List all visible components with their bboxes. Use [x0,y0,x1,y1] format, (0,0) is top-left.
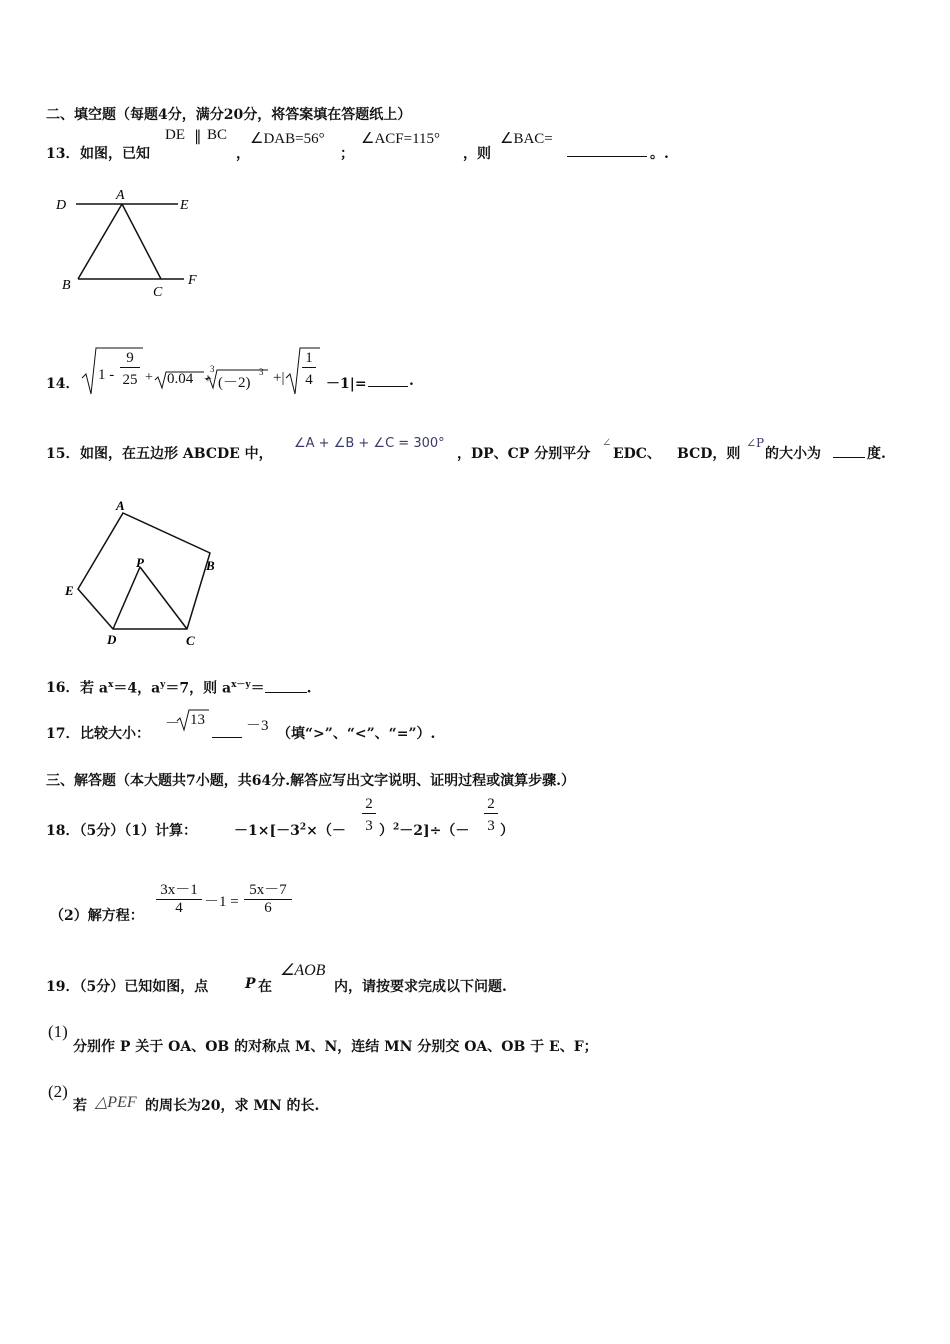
q14-plus-1: + [145,370,153,385]
q17-hint: （填“>”、“<”、“=”）. [277,726,436,742]
q19-sub1-text: 分别作 P 关于 OA、OB 的对称点 M、N，连结 MN 分别交 OA、OB 于 E、F； [73,1039,598,1055]
q18-e4: －2]÷（－ [399,823,470,839]
q15-label-b: B [206,558,215,573]
q14-sqrt-004: 0.04 [167,371,194,387]
q15-angle-p: ∠P [746,436,765,450]
q13-label-c: C [153,285,163,300]
q16-answer-blank[interactable] [265,679,307,693]
q18-e5: ） [500,823,514,839]
q16-exp-x: x [107,680,114,690]
q13-angle-acf: ∠ACF=115° [361,131,441,147]
section-2-header: 二、填空题（每题4分，满分20分，将答案填在答题纸上） [46,107,412,123]
q19-sub2-marker: (2) [48,1082,68,1101]
q13-label-f: F [188,273,197,288]
q18-part2-label: （2）解方程： [50,908,144,924]
q18-left-numerator: 3x－1 [156,878,202,900]
q13-figure [50,182,210,302]
q18-e2: ×（－ [306,823,346,839]
q14-cube-exponent: 3 [259,367,264,377]
q17-answer-blank[interactable] [212,737,242,738]
q13-angle-bac: ∠BAC= [500,131,553,147]
q15-text-1: 如图，在五边形 ABCDE 中， [80,446,273,462]
q18-frac-b-den: 3 [487,818,495,834]
q18-right-numerator: 5x－7 [244,878,292,900]
q18-e3: ） [379,823,393,839]
q15-pentagon-figure [60,495,230,655]
q14-end: . [409,373,414,389]
q17-lead: 比较大小： [80,726,150,742]
q18-e3-exponent: 2 [393,822,400,833]
q15-label-e: E [65,583,74,598]
q18-header: 18．（5分）（1）计算： [46,823,197,839]
q16-number: 16． [46,680,80,696]
q15-label-p: P [136,555,144,570]
q14-answer-blank[interactable] [368,386,408,387]
q15-degree: 度. [867,446,886,462]
q16-t4: ＝ [250,680,265,697]
q15-text-2: ，DP、CP 分别平分 [457,446,591,462]
q19-sub1-marker: (1) [48,1022,68,1041]
q19-in: 在 [258,979,272,995]
q18-frac-a-den: 3 [365,818,373,834]
q17-minus: － [165,716,181,732]
q13-number: 13． [46,146,80,162]
q13-comma: ， [236,146,250,162]
q18-frac-a-num: 2 [362,796,376,814]
q13-then: ，则 [463,146,491,162]
q14-frac-den-4: 4 [305,372,313,388]
q14-number: 14． [46,376,80,392]
q15-label-a: A [116,498,125,513]
q15-label-d: D [107,632,117,647]
q15-label-c: C [186,633,195,648]
q13-parallel-symbol: ∥ [194,129,202,145]
q13-de: DE [165,127,185,143]
section-3-header: 三、解答题（本大题共7小题，共64分.解答应写出文字说明、证明过程或演算步骤.） [46,773,575,789]
q13-angle-dab: ∠DAB=56° [250,131,325,147]
q18-frac-b-num: 2 [484,796,498,814]
q18-left-denominator: 4 [175,900,183,916]
q15-angle-symbol: ∠ [602,436,612,449]
q16-t2: ＝4，a [113,680,161,697]
q14-neg-two: (－2) [218,375,251,391]
q13-lead: 如图，已知 [80,146,150,162]
q13-semicolon: ； [340,146,354,162]
q13-label-e: E [180,198,189,213]
q18-right-denominator: 6 [264,900,272,916]
q17-number: 17． [46,726,80,742]
q15-angle-sum: ∠A + ∠B + ∠C = 300° [294,436,445,451]
q19-point-p: P [245,976,256,992]
q16-end: . [306,680,312,697]
q13-bc: BC [207,127,228,143]
q14-frac-num-9: 9 [120,350,140,368]
q13-end: 。. [650,146,669,162]
q17-neg-three: －3 [246,718,269,734]
q14-plus-2: + [204,372,212,387]
q13-label-a: A [116,188,125,203]
q16-expression [80,677,312,698]
q19-sub2-if: 若 [73,1098,87,1114]
q16-exp-y: y [160,680,166,690]
q15-number: 15． [46,446,80,462]
q19-header: 19．（5分）已知如图，点 [46,979,209,995]
q14-one-minus: 1 - [98,367,115,383]
q14-cube-root-index: 3 [210,364,215,374]
q18-minus-one-equals: －1 = [204,894,239,910]
q13-answer-blank[interactable] [567,156,647,157]
q14-frac-den-25: 25 [122,372,138,388]
q13-label-b: B [62,278,71,293]
q16-t3: ＝7，则 a [165,680,232,697]
q16-exp-xy: x－y [231,680,251,690]
q15-text-3: 的大小为 [765,446,821,462]
q19-angle-aob: ∠AOB [280,962,326,979]
q15-bcd: BCD，则 [677,446,741,462]
q14-minus-one: －1|= [326,376,367,392]
q18-expr-part1 [234,820,346,840]
q19-sub2-rest: 的周长为20，求 MN 的长. [145,1098,320,1114]
q13-label-d: D [56,198,67,213]
q18-expr-part2 [379,820,469,840]
q14-frac-num-1: 1 [302,350,316,368]
q16-t1: 若 a [80,680,108,697]
q18-e1-exponent: 2 [299,822,307,833]
q15-edc: EDC、 [613,446,661,462]
q15-answer-blank[interactable] [833,457,865,458]
q14-plus-abs: +| [273,370,285,386]
q19-triangle-pef: △PEF [95,1094,137,1111]
q18-e1: －1×[－3 [234,823,300,839]
q17-radicand-13: 13 [190,712,205,728]
q19-rest: 内，请按要求完成以下问题. [334,979,507,995]
